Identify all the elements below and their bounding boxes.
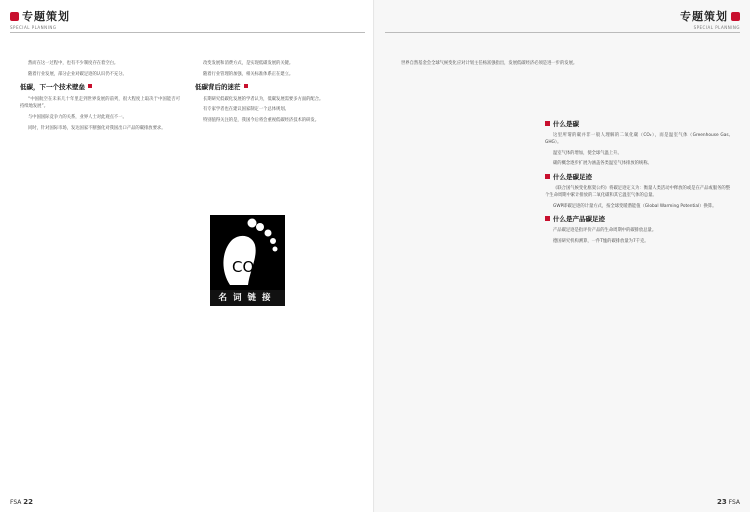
heading-marker-icon bbox=[244, 84, 248, 88]
brand-logo-icon bbox=[10, 12, 19, 21]
right-page bbox=[375, 0, 750, 512]
heading-marker-icon bbox=[545, 174, 550, 179]
paragraph: 改变发展和消费方式，是实现低碳发展的关键。 bbox=[203, 61, 294, 66]
paragraph: GWP即碳足迹的计量方式，按全球变暖潜能值（Global Warming Potential）换算。 bbox=[553, 203, 717, 209]
paragraph: 随着行业管理的加强，相关标准体系正在建立。 bbox=[203, 71, 294, 77]
right-header-subtitle: SPECIAL PLANNING bbox=[693, 25, 740, 30]
paragraph: 德国研究机构测算，一件T恤的碳排放量为7千克。 bbox=[553, 238, 649, 244]
page-number: 23 bbox=[716, 498, 727, 506]
right-top-paragraph: 世界自然基金会全球气候变化应对计划主任杨富强指出，发展低碳经济必须是进一步的发展。 bbox=[401, 61, 578, 66]
heading-marker-icon bbox=[545, 216, 550, 221]
heading-marker-icon bbox=[545, 121, 550, 126]
paragraph: 特别值得关注的是，我国今后将会重视低碳经济技术的研发。 bbox=[203, 117, 320, 123]
section-heading: 低碳，下一个技术壁垒 bbox=[20, 84, 180, 92]
paragraph: 然而在这一过程中，也有不少制度存在着空白。 bbox=[28, 61, 119, 66]
paragraph: 产品碳足迹是指评价产品的生命周期中的碳排放总量。 bbox=[553, 227, 657, 233]
left-column-1 bbox=[20, 60, 180, 135]
right-glossary-column bbox=[545, 115, 730, 248]
glossary-heading: 什么是碳足迹 bbox=[545, 174, 730, 182]
paragraph: 碳的概念逐步扩展为涵盖各类温室气体排放的统称。 bbox=[553, 161, 652, 167]
glossary-heading: 什么是产品碳足迹 bbox=[545, 216, 730, 224]
glossary-caption: 名词链接 bbox=[210, 290, 285, 306]
co2-footprint-graphic bbox=[210, 215, 285, 290]
glossary-heading: 什么是碳 bbox=[545, 121, 730, 129]
page-number: 22 bbox=[23, 498, 34, 506]
paragraph: “中国航空在未来几十年里走到世界发展的前列，很大程度上取决于中国能否可持续地发展”。 bbox=[20, 96, 180, 110]
right-footer bbox=[717, 498, 740, 506]
paragraph: 这里所谓的碳并非一般人理解的二氧化碳（CO₂），而是温室气体（Greenhouse Gas, GHG）。 bbox=[545, 132, 730, 146]
co2-subscript: 2 bbox=[256, 271, 261, 279]
footer-brand: FSA bbox=[10, 499, 22, 506]
left-header-title: 专题策划 bbox=[22, 10, 70, 23]
paragraph: 温室气体的增加，使全球气温上升。 bbox=[553, 150, 622, 156]
paragraph: 同时，针对国际市场，发达国家不断强化对我国出口产品的碳排放要求。 bbox=[28, 125, 166, 131]
paragraph: 与中国国际竞争力的关系，业界人士对此观点不一。 bbox=[28, 114, 127, 120]
footprint-icon bbox=[210, 215, 285, 290]
paragraph: 长期研究低碳化发展的学者认为，低碳发展需要多方面的配合。 bbox=[203, 96, 324, 102]
paragraph: 有专家学者也在建议国家制定一个总体规划。 bbox=[203, 107, 289, 113]
heading-marker-icon bbox=[88, 84, 92, 88]
left-footer bbox=[10, 498, 33, 506]
left-column-2 bbox=[195, 60, 355, 128]
left-header-rule bbox=[10, 32, 365, 33]
right-header-title: 专题策划 bbox=[680, 10, 728, 23]
footer-brand: FSA bbox=[728, 499, 740, 506]
brand-logo-icon bbox=[731, 12, 740, 21]
paragraph: 随着行业发展，部分企业对碳足迹的认识仍不充分。 bbox=[28, 71, 127, 77]
paragraph: 《联合国气候变化框架公约》将碳足迹定义为：衡量人类活动中释放的或是在产品或服务的整个生命周期中累计排放的二氧化碳和其它温室气体的总量。 bbox=[545, 185, 730, 199]
section-heading: 低碳背后的迷茫 bbox=[195, 84, 355, 92]
left-header-subtitle: SPECIAL PLANNING bbox=[10, 25, 57, 30]
right-header-rule bbox=[385, 32, 740, 33]
co2-label: CO bbox=[232, 258, 255, 276]
